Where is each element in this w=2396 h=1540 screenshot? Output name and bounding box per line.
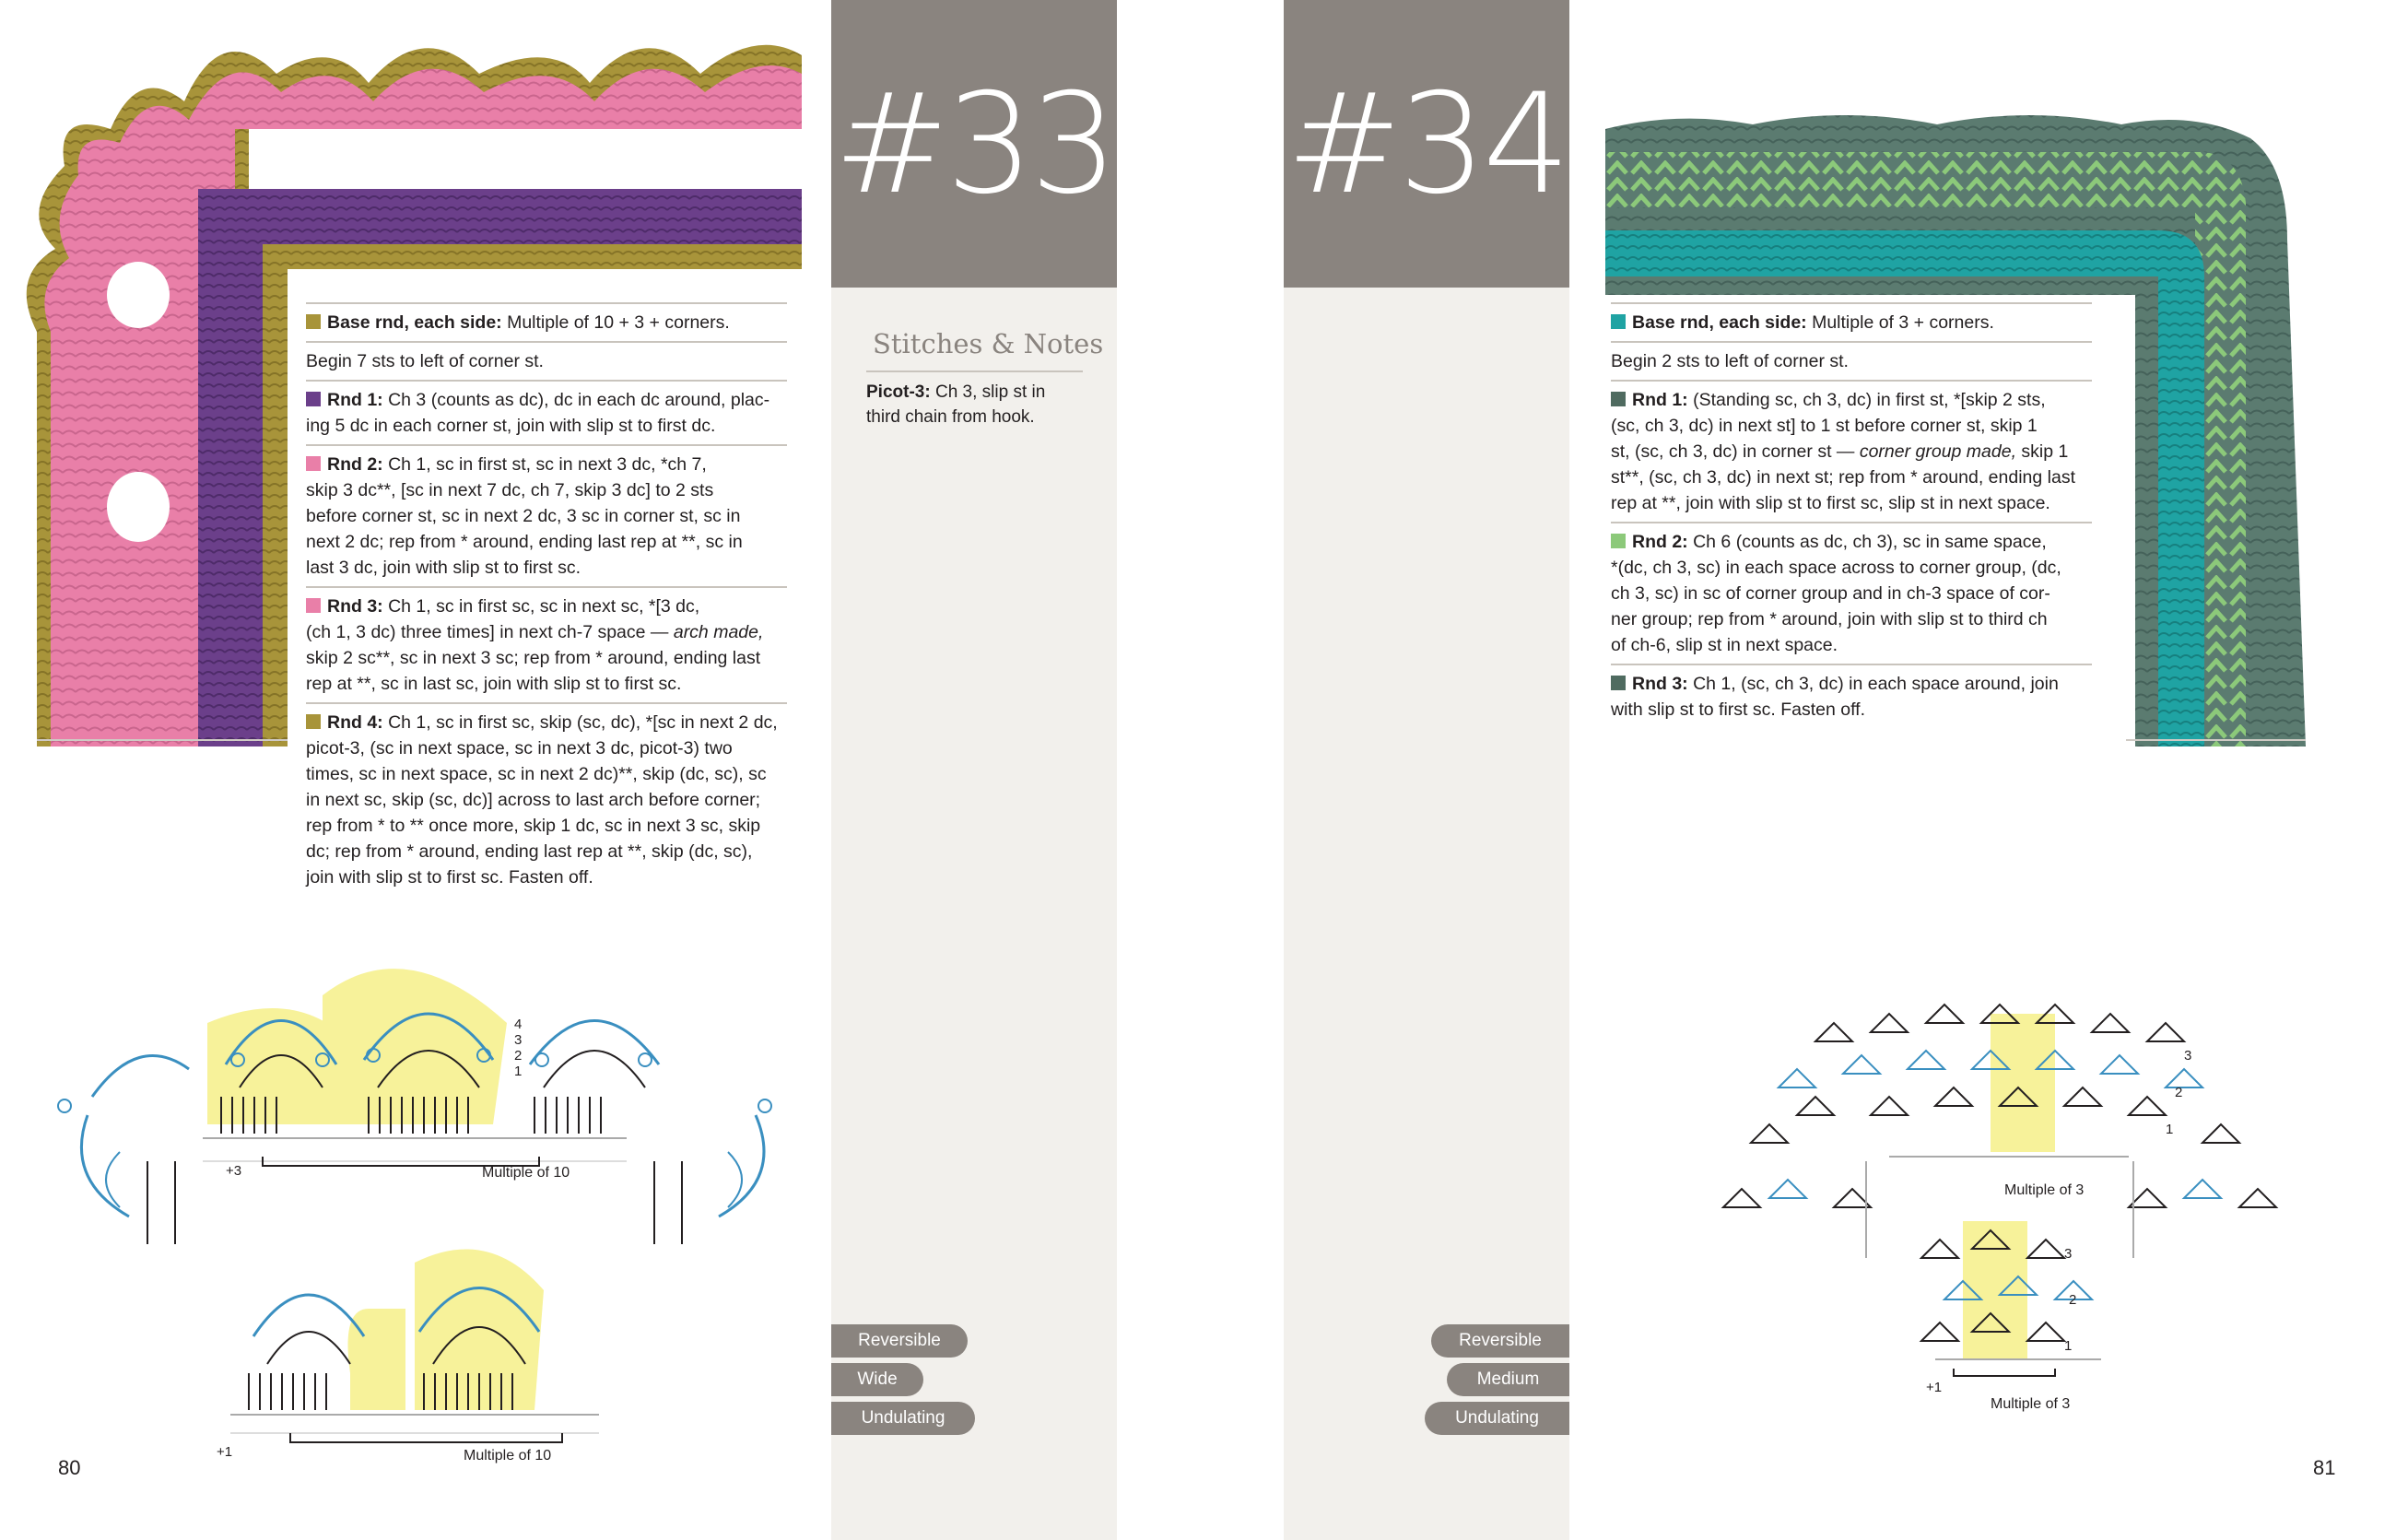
diagram-label-multiple-3-b: Multiple of 3: [1991, 1396, 2071, 1412]
pattern-number-33: #33: [833, 65, 1115, 225]
svg-text:1: 1: [2064, 1338, 2073, 1354]
svg-text:3: 3: [2064, 1246, 2073, 1262]
slate-swatch-icon: [1611, 676, 1626, 690]
round-1-line: Ch 3 (counts as dc), dc in each dc around, plac-: [382, 390, 770, 410]
round-3-label: Rnd 3:: [327, 596, 383, 617]
round-4-line: times, sc in next space, sc in next 2 dc)**, skip (dc, sc), sc: [306, 764, 767, 784]
pattern-number-block-34: [1284, 0, 1569, 288]
olive-swatch-icon: [306, 314, 321, 329]
round-3-line: Ch 1, (sc, ch 3, dc) in each space around, join: [1687, 674, 2059, 694]
tag-reversible: Reversible: [1431, 1324, 1569, 1358]
round-2-label: Rnd 2:: [1632, 532, 1688, 552]
round-4-label: Rnd 4:: [327, 712, 383, 733]
round-2-line: last 3 dc, join with slip st to first sc.: [306, 558, 581, 578]
svg-text:+1: +1: [217, 1444, 233, 1460]
svg-text:1: 1: [2166, 1122, 2174, 1137]
pink-swatch-icon: [306, 598, 321, 613]
picot-note-label: Picot-3:: [866, 382, 931, 402]
base-round-text: Multiple of 10 + 3 + corners.: [501, 312, 730, 333]
lightgreen-swatch-icon: [1611, 534, 1626, 548]
picot-note-line: Ch 3, slip st in: [930, 382, 1046, 402]
round-1-line: ing 5 dc in each corner st, join with slip st to first dc.: [306, 416, 716, 436]
round-1-line: st, (sc, ch 3, dc) in corner st —: [1611, 441, 1860, 462]
tag-medium: Medium: [1447, 1363, 1569, 1396]
round-4-line: Ch 1, sc in first sc, skip (sc, dc), *[sc in next 2 dc,: [382, 712, 778, 733]
diagram-label-multiple-10-a: Multiple of 10: [482, 1165, 570, 1181]
teal-swatch-icon: [1611, 314, 1626, 329]
begin-text: Begin 2 sts to left of corner st.: [1611, 351, 1849, 371]
picot-note: [866, 380, 1045, 429]
svg-text:+3: +3: [226, 1163, 242, 1179]
round-3-line: (ch 1, 3 dc) three times] in next ch-7 space —: [306, 622, 674, 642]
round-1-label: Rnd 1:: [1632, 390, 1688, 410]
round-2-label: Rnd 2:: [327, 454, 383, 475]
round-3-line: rep at **, sc in last sc, join with slip st to first sc.: [306, 674, 682, 694]
round-1-line: st**, (sc, ch 3, dc) in next st; rep from * around, ending last: [1611, 467, 2075, 488]
round-2-line: before corner st, sc in next 2 dc, 3 sc in corner st, sc in: [306, 506, 741, 526]
stitches-notes-title: Stitches & Notes: [873, 328, 1104, 359]
round-4-line: picot-3, (sc in next space, sc in next 3 dc, picot-3) two: [306, 738, 733, 758]
picot-note-line: third chain from hook.: [866, 407, 1035, 427]
round-3-line: Ch 1, sc in first sc, sc in next sc, *[3 dc,: [382, 596, 700, 617]
round-2-line: *(dc, ch 3, sc) in each space across to corner group, (dc,: [1611, 558, 2061, 578]
round-2-line: skip 3 dc**, [sc in next 7 dc, ch 7, skip 3 dc] to 2 sts: [306, 480, 714, 500]
round-2-line: next 2 dc; rep from * around, ending last rep at **, sc in: [306, 532, 743, 552]
tag-undulating: Undulating: [1425, 1402, 1569, 1435]
pink-swatch-icon: [306, 456, 321, 471]
round-2-line: ner group; rep from * around, join with slip st to third ch: [1611, 609, 2048, 629]
tag-wide: Wide: [831, 1363, 923, 1396]
round-1-line: (sc, ch 3, dc) in next st] to 1 st before corner st, skip 1: [1611, 416, 2038, 436]
tag-undulating: Undulating: [831, 1402, 975, 1435]
diagram-label-multiple-3-a: Multiple of 3: [2004, 1182, 2085, 1198]
crochet-diagram-33-large: [18, 949, 811, 1281]
round-2-line: Ch 6 (counts as dc, ch 3), sc in same space,: [1687, 532, 2047, 552]
base-round-label: Base rnd, each side:: [1632, 312, 1807, 333]
base-round-text: Multiple of 3 + corners.: [1806, 312, 1994, 333]
round-1-label: Rnd 1:: [327, 390, 383, 410]
round-1-line: skip 1: [2016, 441, 2069, 462]
page-number-right: 81: [2313, 1456, 2336, 1479]
svg-text:+1: +1: [1926, 1380, 1943, 1395]
round-2-line: of ch-6, slip st in next space.: [1611, 635, 1838, 655]
round-4-line: rep from * to ** once more, skip 1 dc, sc in next 3 sc, skip: [306, 816, 761, 836]
round-4-line: in next sc, skip (sc, dc)] across to last arch before corner;: [306, 790, 761, 810]
round-3-italic: arch made,: [673, 622, 764, 642]
slate-swatch-icon: [1611, 392, 1626, 406]
round-2-line: Ch 1, sc in first st, sc in next 3 dc, *ch 7,: [382, 454, 707, 475]
round-1-line: rep at **, join with slip st to first sc, slip st in next space.: [1611, 493, 2050, 513]
svg-text:2: 2: [2069, 1292, 2077, 1308]
round-1-line: (Standing sc, ch 3, dc) in first st, *[skip 2 sts,: [1687, 390, 2046, 410]
diagram-label-multiple-10-b: Multiple of 10: [464, 1448, 552, 1464]
base-round-label: Base rnd, each side:: [327, 312, 502, 333]
olive-swatch-icon: [306, 714, 321, 729]
stitches-notes-rule: [866, 370, 1083, 372]
round-2-line: ch 3, sc) in sc of corner group and in ch-3 space of cor-: [1611, 583, 2050, 604]
instructions-34: [1611, 302, 2092, 728]
diagram-row-numbers-a: 4 3 2 1: [514, 1017, 523, 1079]
round-3-line: skip 2 sc**, sc in next 3 sc; rep from * around, ending last: [306, 648, 761, 668]
round-3-label: Rnd 3:: [1632, 674, 1688, 694]
round-4-line: dc; rep from * around, ending last rep at **, skip (dc, sc),: [306, 841, 753, 862]
instructions-33: [306, 302, 787, 896]
page-number-left: 80: [58, 1456, 81, 1479]
svg-text:3: 3: [2184, 1048, 2192, 1064]
round-1-italic: corner group made,: [1859, 441, 2017, 462]
tag-reversible: Reversible: [831, 1324, 968, 1358]
purple-swatch-icon: [306, 392, 321, 406]
pattern-number-block-33: [831, 0, 1117, 288]
crochet-diagram-34-small: [1917, 1221, 2156, 1405]
begin-text: Begin 7 sts to left of corner st.: [306, 351, 544, 371]
pattern-number-34: #34: [1286, 65, 1568, 225]
round-3-line: with slip st to first sc. Fasten off.: [1611, 699, 1865, 720]
round-4-line: join with slip st to first sc. Fasten off.: [306, 867, 593, 888]
svg-text:2: 2: [2175, 1085, 2183, 1100]
